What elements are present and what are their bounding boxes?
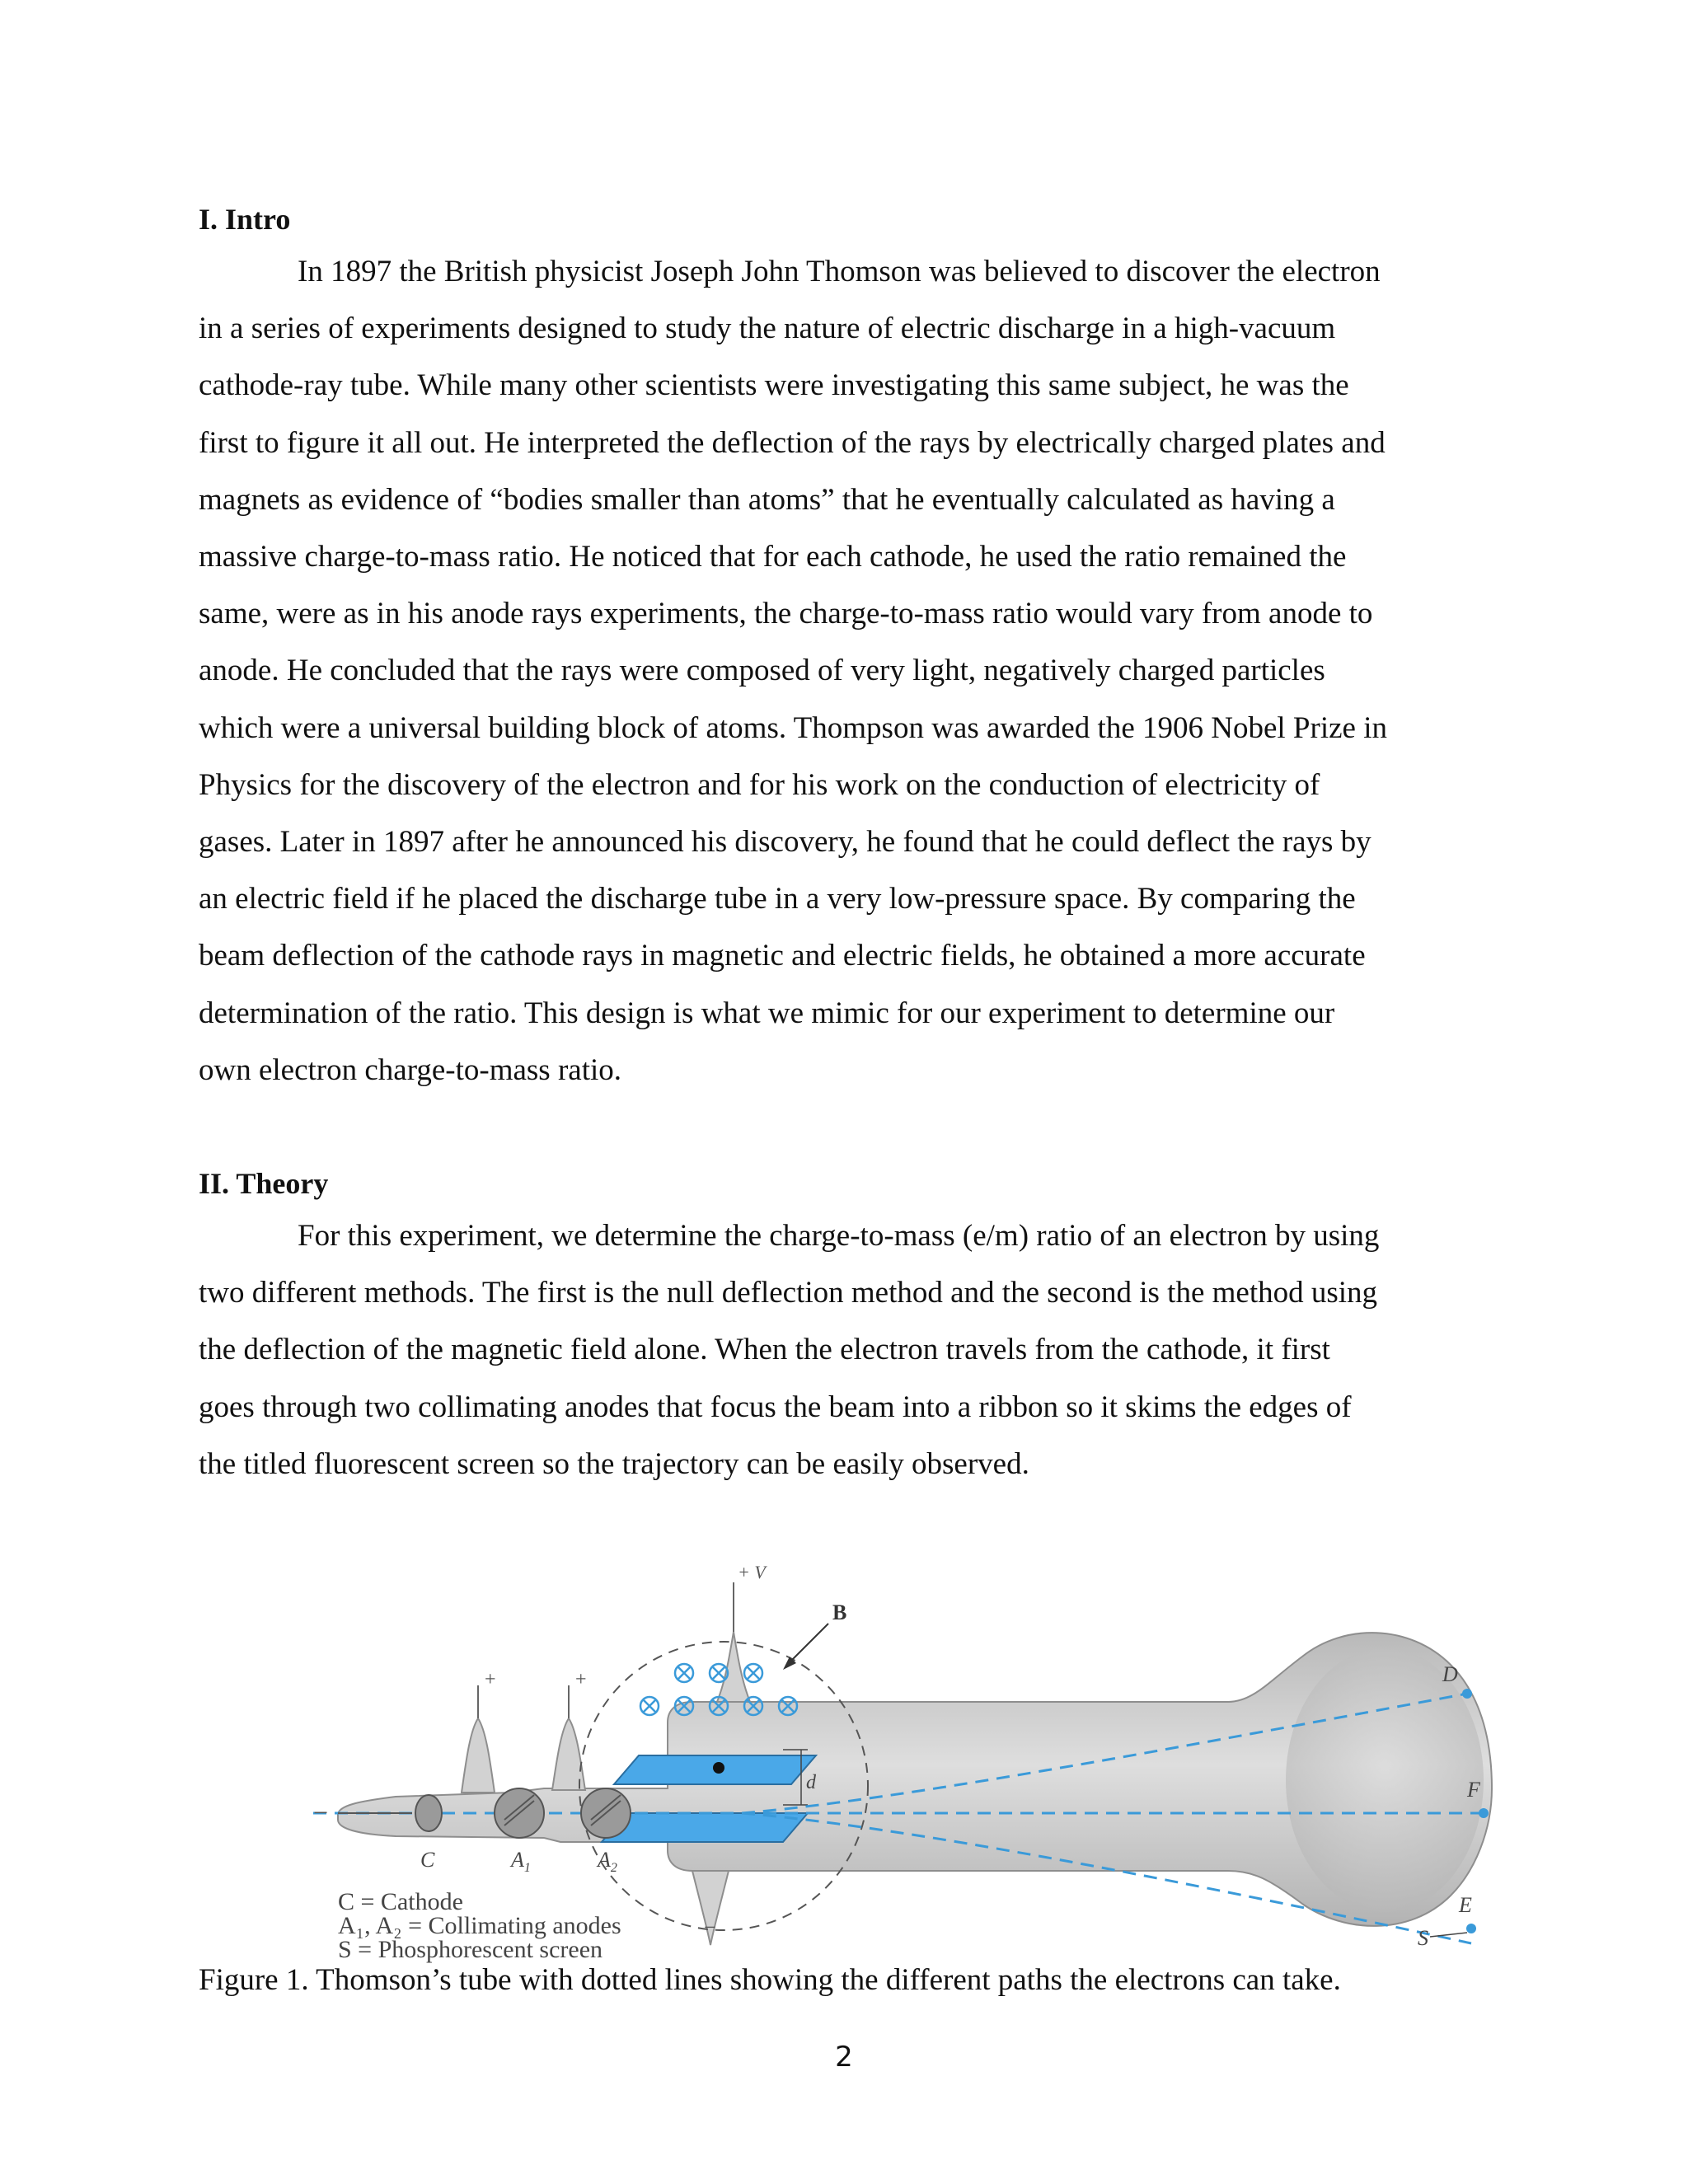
paragraph-line: which were a universal building block of atoms. Thompson was awarded the 1906 Nobel Prize in [199, 710, 1387, 745]
label-f: F [1467, 1778, 1480, 1802]
label-d: D [1442, 1662, 1458, 1686]
paragraph-line: magnets as evidence of “bodies smaller than atoms” that he eventually calculated as having a [199, 482, 1335, 517]
label-a1: $A_1$ [511, 1848, 531, 1875]
label-a2: $A_2$ [598, 1848, 617, 1875]
figure-caption: Figure 1. Thomson’s tube with dotted lines showing the different paths the electrons can take. [199, 1963, 1341, 1997]
paragraph-line: own electron charge-to-mass ratio. [199, 1052, 622, 1087]
bulb-shading [1286, 1648, 1484, 1912]
paragraph-line: an electric field if he placed the discharge tube in a very low-pressure space. By comparing the [199, 882, 1356, 916]
b-label: B [832, 1601, 847, 1624]
paragraph-line: first to figure it all out. He interpreted the deflection of the rays by electrically charged plates and [199, 425, 1386, 460]
paragraph-line: beam deflection of the cathode rays in magnetic and electric fields, he obtained a more accurate [199, 939, 1366, 973]
paragraph-line: For this experiment, we determine the charge-to-mass (e/m) ratio of an electron by using [298, 1219, 1380, 1253]
intro-paragraph [199, 243, 1501, 1099]
anode-2 [581, 1788, 631, 1838]
intro-heading: I. Intro [199, 203, 291, 236]
theory-paragraph [199, 1207, 1501, 1493]
label-e: E [1459, 1893, 1472, 1917]
b-arrow [791, 1624, 828, 1661]
plate-terminal [713, 1762, 724, 1774]
paragraph-line: two different methods. The first is the null deflection method and the second is the method using [199, 1276, 1378, 1310]
bottom-minus: − [704, 1915, 716, 1939]
paragraph-line: the titled fluorescent screen so the trajectory can be easily observed. [199, 1446, 1029, 1481]
paragraph-line: goes through two collimating anodes that focus the beam into a ribbon so it skims the edges of [199, 1390, 1352, 1424]
cathode-minus: − [313, 1797, 329, 1827]
point-f [1479, 1808, 1489, 1818]
gap-label: d [806, 1772, 816, 1793]
legend-line: S = Phosphorescent screen [338, 1936, 603, 1963]
paragraph-line: In 1897 the British physicist Joseph John Thomson was believed to discover the electron [298, 255, 1381, 288]
paragraph-line: determination of the ratio. This design is what we mimic for our experiment to determine our [199, 996, 1335, 1030]
anode-1 [495, 1788, 544, 1838]
screen-pointer [1430, 1933, 1467, 1937]
theory-heading: II. Theory [199, 1167, 329, 1200]
legend-line: C = Cathode [338, 1888, 463, 1915]
paragraph-line: massive charge-to-mass ratio. He noticed that for each cathode, he used the ratio remained the [199, 540, 1347, 574]
page-number: 2 [835, 2041, 853, 2074]
bottom-plate [602, 1813, 808, 1842]
anode-bump-1 [462, 1718, 495, 1793]
voltage-label: + V [738, 1562, 766, 1582]
paragraph-line: in a series of experiments designed to study the nature of electric discharge in a high-vacuum [199, 312, 1336, 346]
label-s: S [1418, 1926, 1428, 1950]
anode-2-plus: + [575, 1669, 587, 1690]
legend-line: A₁, A₂ = Collimating anodes [338, 1912, 621, 1939]
paragraph-line: anode. He concluded that the rays were composed of very light, negatively charged particles [199, 654, 1325, 688]
anode-1-plus: + [485, 1669, 496, 1690]
paragraph-line: same, were as in his anode rays experiments, the charge-to-mass ratio would vary from anode to [199, 597, 1373, 631]
paragraph-line: the deflection of the magnetic field alone. When the electron travels from the cathode, it first [199, 1333, 1330, 1367]
thomson-tube-figure [313, 1516, 1533, 1963]
point-d [1462, 1689, 1472, 1699]
label-c: C [420, 1848, 435, 1872]
paragraph-line: Physics for the discovery of the electron and for his work on the conduction of electricity of [199, 767, 1320, 802]
point-e [1466, 1924, 1476, 1933]
paragraph-line: cathode-ray tube. While many other scientists were investigating this same subject, he was the [199, 368, 1349, 403]
paragraph-line: gases. Later in 1897 after he announced his discovery, he found that he could deflect the rays by [199, 825, 1372, 860]
